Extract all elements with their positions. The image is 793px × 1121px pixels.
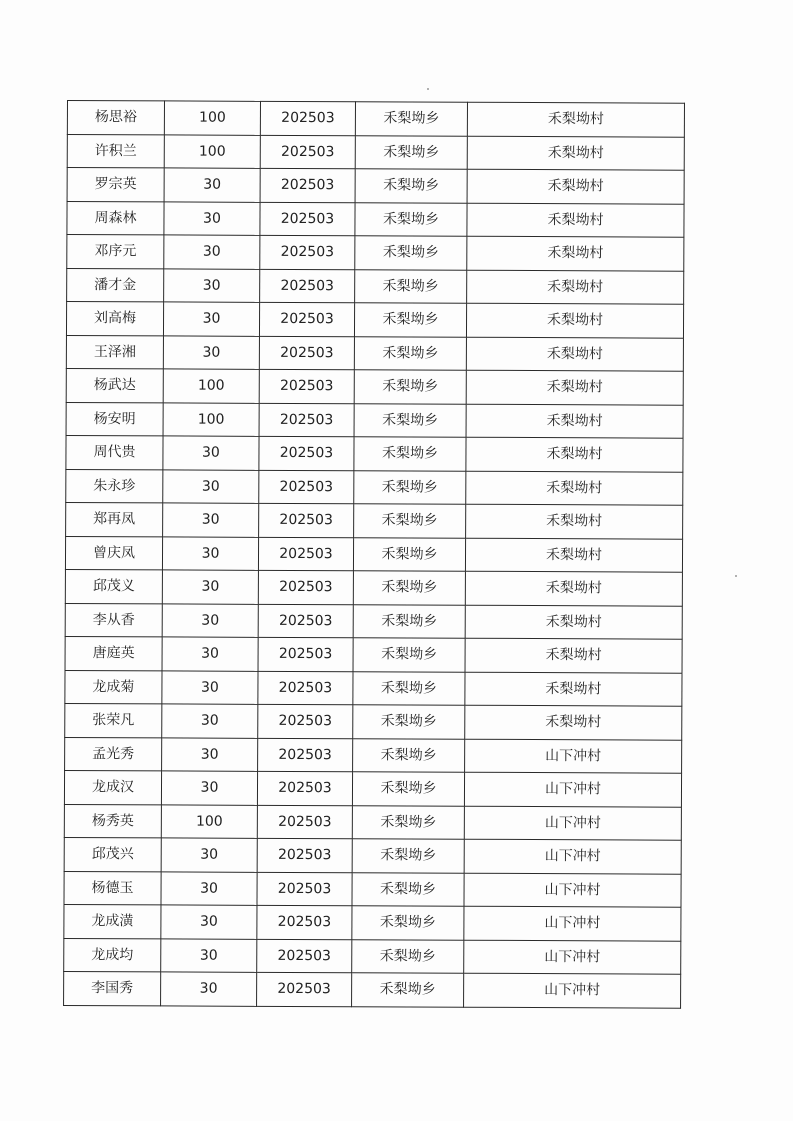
amount-cell: 30 [161,905,257,939]
name-cell: 罗宗英 [67,168,164,202]
period-cell: 202503 [258,570,353,604]
period-cell: 202503 [258,604,353,638]
period-cell: 202503 [258,637,353,671]
amount-cell: 30 [161,838,257,872]
table-row [65,536,682,572]
amount-cell: 30 [162,570,258,604]
village-cell: 禾梨坳村 [467,136,684,170]
amount-cell: 30 [162,637,258,671]
amount-cell: 30 [161,972,257,1006]
name-cell: 龙成均 [64,938,161,972]
amount-cell: 30 [163,335,259,369]
township-cell: 禾梨坳乡 [354,403,466,437]
village-cell: 禾梨坳村 [465,538,682,572]
township-cell: 禾梨坳乡 [354,437,466,471]
amount-cell: 30 [163,469,259,503]
name-cell: 杨秀英 [64,804,161,838]
township-cell: 禾梨坳乡 [352,805,464,839]
period-cell: 202503 [257,972,352,1006]
table-row [64,770,681,806]
amount-cell: 100 [163,402,259,436]
period-cell: 202503 [259,369,354,403]
table-row [66,502,683,538]
name-cell: 龙成汉 [64,770,161,804]
township-cell: 禾梨坳乡 [355,269,467,303]
township-cell: 禾梨坳乡 [353,638,465,672]
village-cell: 禾梨坳村 [466,337,683,371]
amount-cell: 30 [162,704,258,738]
name-cell: 潘才金 [67,268,164,302]
amount-cell: 100 [163,369,259,403]
table-row [66,402,683,438]
township-cell: 禾梨坳乡 [354,470,466,504]
township-cell: 禾梨坳乡 [352,973,464,1007]
amount-cell: 30 [162,603,258,637]
village-cell: 禾梨坳村 [467,270,684,304]
village-cell: 禾梨坳村 [467,169,684,203]
period-cell: 202503 [260,202,355,236]
township-cell: 禾梨坳乡 [352,939,464,973]
amount-cell: 30 [161,871,257,905]
period-cell: 202503 [260,235,355,269]
township-cell: 禾梨坳乡 [355,202,467,236]
period-cell: 202503 [259,403,354,437]
name-cell: 龙成潢 [64,904,161,938]
period-cell: 202503 [260,101,355,135]
village-cell: 山下冲村 [464,973,681,1007]
table-row [64,971,681,1007]
township-cell: 禾梨坳乡 [355,236,467,270]
table-row [66,469,683,505]
village-cell: 禾梨坳村 [465,605,682,639]
township-cell: 禾梨坳乡 [353,571,465,605]
table-row [67,101,684,137]
period-cell: 202503 [257,905,352,939]
village-cell: 禾梨坳村 [467,102,684,136]
table-row [64,904,681,940]
amount-cell: 30 [163,503,259,537]
village-cell: 禾梨坳村 [465,705,682,739]
period-cell: 202503 [257,872,352,906]
table-row [64,871,681,907]
table-row [64,804,681,840]
township-cell: 禾梨坳乡 [354,303,466,337]
period-cell: 202503 [260,168,355,202]
village-cell: 禾梨坳村 [467,203,684,237]
village-cell: 山下冲村 [464,839,681,873]
name-cell: 杨安明 [66,402,163,436]
village-cell: 禾梨坳村 [466,471,683,505]
village-cell: 山下冲村 [465,739,682,773]
period-cell: 202503 [260,269,355,303]
table-row [64,938,681,974]
township-cell: 禾梨坳乡 [352,906,464,940]
table-row [65,636,682,672]
scan-speck [427,88,429,90]
name-cell: 许积兰 [67,134,164,168]
table-row [67,134,684,170]
name-cell: 曾庆凤 [65,536,162,570]
name-cell: 周森林 [67,201,164,235]
amount-cell: 30 [163,436,259,470]
amount-cell: 30 [164,201,260,235]
name-cell: 杨武达 [66,368,163,402]
township-cell: 禾梨坳乡 [354,504,466,538]
name-cell: 邱茂义 [65,569,162,603]
period-cell: 202503 [257,939,352,973]
table-row [67,235,684,271]
amount-cell: 30 [162,737,258,771]
name-cell: 邓序元 [67,235,164,269]
amount-cell: 30 [162,536,258,570]
table-row [64,837,681,873]
name-cell: 王泽湘 [66,335,163,369]
village-cell: 山下冲村 [464,906,681,940]
township-cell: 禾梨坳乡 [352,839,464,873]
table-row [65,670,682,706]
table-row [66,335,683,371]
township-cell: 禾梨坳乡 [355,102,467,136]
table-row [65,703,682,739]
township-cell: 禾梨坳乡 [355,169,467,203]
village-cell: 禾梨坳村 [465,571,682,605]
table-row [66,368,683,404]
roster-table [63,100,685,1008]
amount-cell: 100 [161,804,257,838]
village-cell: 禾梨坳村 [466,504,683,538]
township-cell: 禾梨坳乡 [353,738,465,772]
period-cell: 202503 [258,671,353,705]
period-cell: 202503 [259,336,354,370]
amount-cell: 30 [163,302,259,336]
period-cell: 202503 [259,503,354,537]
name-cell: 杨德玉 [64,871,161,905]
township-cell: 禾梨坳乡 [354,370,466,404]
village-cell: 禾梨坳村 [466,303,683,337]
township-cell: 禾梨坳乡 [354,336,466,370]
table-row [66,302,683,338]
table-row [65,737,682,773]
period-cell: 202503 [259,302,354,336]
name-cell: 张荣凡 [65,703,162,737]
table-row [66,435,683,471]
name-cell: 周代贵 [66,435,163,469]
period-cell: 202503 [260,135,355,169]
table-row [67,168,684,204]
name-cell: 孟光秀 [65,737,162,771]
period-cell: 202503 [257,771,352,805]
period-cell: 202503 [259,436,354,470]
township-cell: 禾梨坳乡 [352,872,464,906]
name-cell: 郑再凤 [66,502,163,536]
amount-cell: 30 [164,268,260,302]
name-cell: 刘高梅 [66,302,163,336]
name-cell: 龙成菊 [65,670,162,704]
village-cell: 禾梨坳村 [465,638,682,672]
roster-table-body [64,101,685,1008]
scan-speck [735,575,737,577]
village-cell: 禾梨坳村 [466,370,683,404]
village-cell: 禾梨坳村 [466,404,683,438]
village-cell: 山下冲村 [464,772,681,806]
table-row [65,603,682,639]
name-cell: 朱永珍 [66,469,163,503]
village-cell: 山下冲村 [464,806,681,840]
village-cell: 禾梨坳村 [466,437,683,471]
amount-cell: 100 [164,134,260,168]
name-cell: 唐庭英 [65,636,162,670]
amount-cell: 30 [161,938,257,972]
period-cell: 202503 [257,838,352,872]
name-cell: 邱茂兴 [64,837,161,871]
period-cell: 202503 [257,805,352,839]
village-cell: 山下冲村 [464,940,681,974]
name-cell: 李从香 [65,603,162,637]
name-cell: 杨思裕 [67,101,164,135]
township-cell: 禾梨坳乡 [353,604,465,638]
township-cell: 禾梨坳乡 [353,705,465,739]
amount-cell: 100 [164,101,260,135]
amount-cell: 30 [162,670,258,704]
township-cell: 禾梨坳乡 [353,671,465,705]
period-cell: 202503 [258,738,353,772]
village-cell: 山下冲村 [464,873,681,907]
village-cell: 禾梨坳村 [465,672,682,706]
amount-cell: 30 [161,771,257,805]
table-row [67,201,684,237]
table-row [65,569,682,605]
amount-cell: 30 [164,235,260,269]
township-cell: 禾梨坳乡 [352,772,464,806]
period-cell: 202503 [259,470,354,504]
period-cell: 202503 [258,537,353,571]
township-cell: 禾梨坳乡 [353,537,465,571]
township-cell: 禾梨坳乡 [355,135,467,169]
period-cell: 202503 [258,704,353,738]
amount-cell: 30 [164,168,260,202]
name-cell: 李国秀 [64,971,161,1005]
table-row [67,268,684,304]
village-cell: 禾梨坳村 [467,236,684,270]
